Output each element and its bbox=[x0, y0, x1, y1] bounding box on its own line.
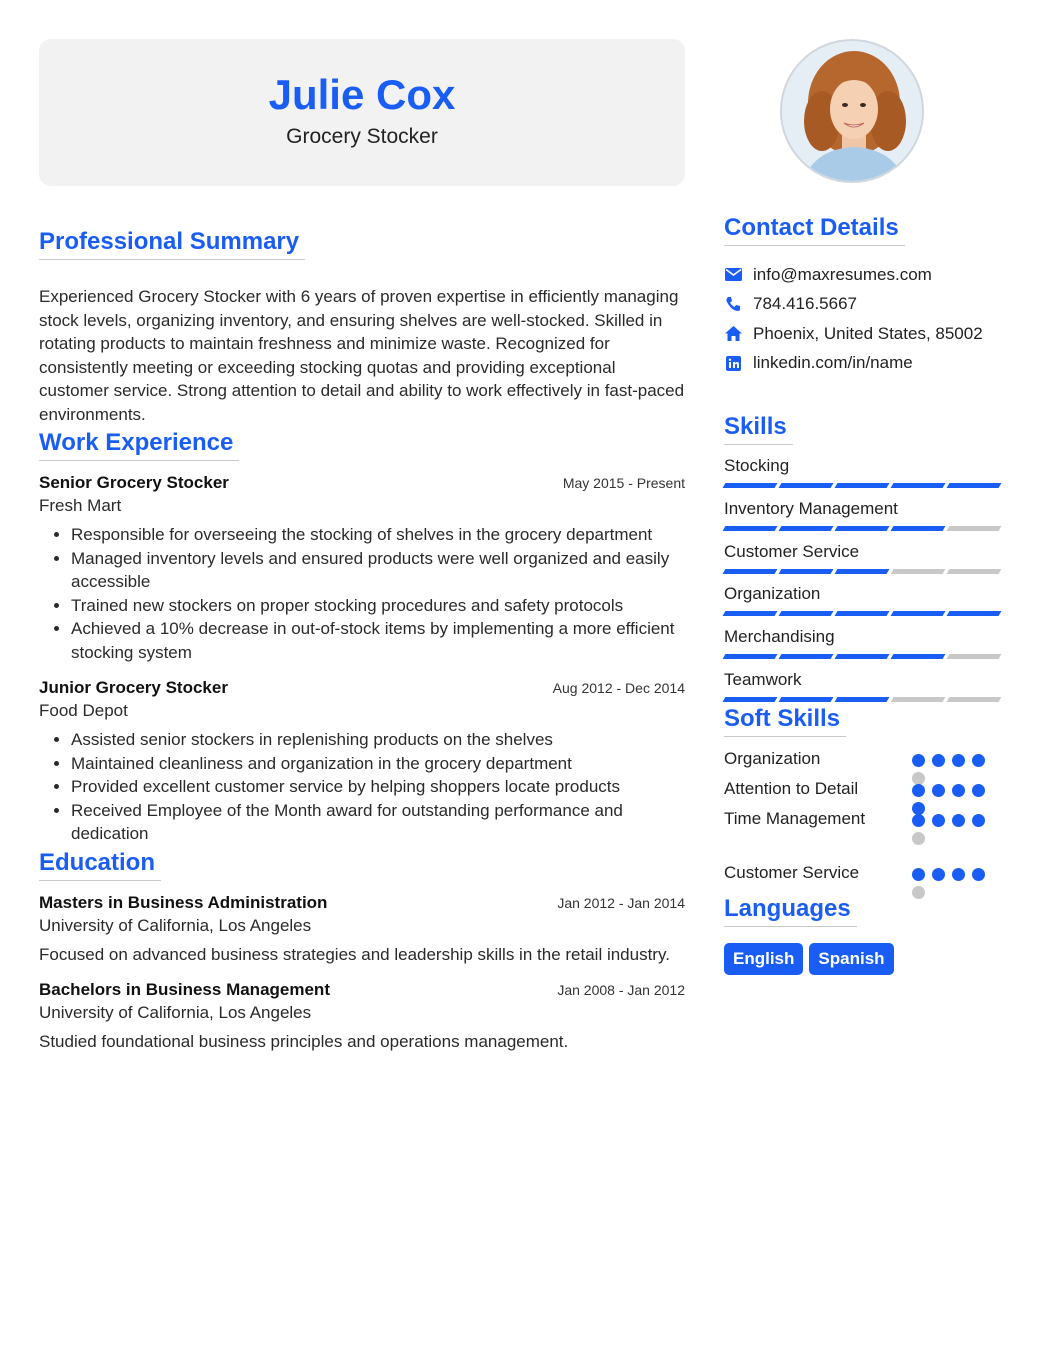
soft-skill-item bbox=[724, 749, 1001, 779]
skill-name: Customer Service bbox=[724, 541, 860, 561]
resume-header bbox=[39, 39, 685, 186]
skill-segment-filled bbox=[723, 569, 778, 574]
rating-dot-filled bbox=[912, 754, 925, 767]
job-bullet: • Achieved a 10% decrease in out-of-stock items by implementing a more efficient stocking system bbox=[71, 617, 685, 664]
skill-segment-empty bbox=[947, 654, 1002, 659]
skill-segment-filled bbox=[723, 611, 778, 616]
rating-dot-filled bbox=[932, 754, 945, 767]
education-entry bbox=[39, 980, 685, 1054]
envelope-icon bbox=[724, 266, 742, 284]
soft-skill-name: Time Management bbox=[724, 808, 866, 828]
soft-skills-list bbox=[724, 749, 1001, 893]
soft-skill-name: Organization bbox=[724, 748, 821, 768]
rating-dot-filled bbox=[972, 754, 985, 767]
summary-text: Experienced Grocery Stocker with 6 years of proven expertise in efficiently managing stock levels, organizing inventory, and ensuring shelves are well-stocked. Skilled in rotating products to maintain freshness and minimize waste. Recognized for consistently meeting or exceeding stocking quotas and providing exceptional customer service. Strong attention to detail and ability to work effectively in fast-paced environments. bbox=[39, 287, 685, 424]
rating-dot-filled bbox=[972, 784, 985, 797]
contact-linkedin-text: linkedin.com/in/name bbox=[753, 353, 913, 373]
rating-dot-empty bbox=[912, 886, 925, 899]
skill-name: Teamwork bbox=[724, 669, 802, 689]
job-company: Food Depot bbox=[39, 701, 128, 720]
rating-dot-filled bbox=[932, 784, 945, 797]
skill-segment-filled bbox=[779, 483, 834, 488]
job-bullets bbox=[39, 728, 685, 846]
soft-skill-rating bbox=[912, 814, 990, 845]
rating-dot-filled bbox=[952, 814, 965, 827]
skill-segment-filled bbox=[947, 611, 1002, 616]
skills-heading: Skills bbox=[724, 413, 793, 445]
soft-skill-name: Attention to Detail bbox=[724, 778, 859, 798]
skill-segment-filled bbox=[947, 483, 1002, 488]
education-description: Focused on advanced business strategies and leadership skills in the retail industry. bbox=[39, 944, 670, 964]
skill-segment-empty bbox=[947, 526, 1002, 531]
skill-segment-filled bbox=[723, 483, 778, 488]
skill-bar bbox=[724, 526, 1001, 531]
soft-skill-item bbox=[724, 809, 1001, 863]
skill-segment-filled bbox=[779, 697, 834, 702]
job-entry bbox=[39, 473, 685, 664]
candidate-title: Grocery Stocker bbox=[286, 125, 438, 148]
job-bullet: • Managed inventory levels and ensured products were well organized and easily accessible bbox=[71, 547, 685, 594]
experience-heading: Work Experience bbox=[39, 429, 239, 461]
contact-section bbox=[724, 214, 1001, 378]
skill-segment-empty bbox=[947, 569, 1002, 574]
phone-icon bbox=[724, 295, 742, 313]
skill-item bbox=[724, 542, 1001, 585]
job-role: Junior Grocery Stocker bbox=[39, 678, 228, 697]
main-column bbox=[39, 39, 685, 1054]
skill-segment-empty bbox=[891, 697, 946, 702]
skill-item bbox=[724, 456, 1001, 499]
job-bullet: • Responsible for overseeing the stocking of shelves in the grocery department bbox=[71, 523, 685, 547]
skill-segment-filled bbox=[835, 569, 890, 574]
soft-skill-item bbox=[724, 779, 1001, 809]
skill-segment-filled bbox=[835, 526, 890, 531]
education-section bbox=[39, 849, 685, 1054]
skill-item bbox=[724, 627, 1001, 670]
soft-skill-name: Customer Service bbox=[724, 862, 860, 882]
skill-bar bbox=[724, 654, 1001, 659]
rating-dot-filled bbox=[912, 868, 925, 881]
job-bullets bbox=[39, 523, 685, 664]
skill-segment-empty bbox=[947, 697, 1002, 702]
skill-bar bbox=[724, 569, 1001, 574]
job-entry bbox=[39, 678, 685, 846]
rating-dot-filled bbox=[952, 784, 965, 797]
degree: Masters in Business Administration bbox=[39, 892, 328, 912]
skill-segment-filled bbox=[723, 697, 778, 702]
contact-phone-text: 784.416.5667 bbox=[753, 294, 857, 314]
skill-item bbox=[724, 584, 1001, 627]
job-dates: Aug 2012 - Dec 2014 bbox=[552, 680, 685, 696]
job-company: Fresh Mart bbox=[39, 496, 122, 515]
rating-dot-filled bbox=[912, 784, 925, 797]
job-bullet: • Provided excellent customer service by helping shoppers locate products bbox=[71, 775, 685, 799]
skill-name: Stocking bbox=[724, 456, 790, 475]
home-icon bbox=[724, 325, 742, 343]
portrait-illustration bbox=[782, 41, 924, 183]
skills-list bbox=[724, 456, 1001, 713]
soft-skill-rating bbox=[912, 868, 990, 899]
skill-segment-filled bbox=[723, 526, 778, 531]
contact-email[interactable] bbox=[724, 260, 1001, 290]
soft-skills-section bbox=[724, 705, 1001, 893]
skill-segment-filled bbox=[835, 483, 890, 488]
skill-name: Organization bbox=[724, 584, 821, 604]
rating-dot-empty bbox=[912, 832, 925, 845]
school: University of California, Los Angeles bbox=[39, 915, 312, 935]
skill-name: Merchandising bbox=[724, 627, 835, 647]
job-bullet: • Trained new stockers on proper stocking procedures and safety protocols bbox=[71, 594, 685, 618]
job-bullet: • Maintained cleanliness and organization in the grocery department bbox=[71, 752, 685, 776]
education-heading: Education bbox=[39, 849, 161, 881]
candidate-name: Julie Cox bbox=[268, 71, 456, 118]
sidebar-column bbox=[724, 39, 1001, 975]
profile-photo bbox=[780, 39, 924, 183]
rating-dot-filled bbox=[952, 868, 965, 881]
languages-heading: Languages bbox=[724, 895, 857, 927]
languages-section bbox=[724, 895, 1001, 975]
contact-phone[interactable] bbox=[724, 290, 1001, 320]
skill-segment-filled bbox=[835, 654, 890, 659]
job-dates: May 2015 - Present bbox=[562, 475, 685, 491]
skill-segment-filled bbox=[891, 654, 946, 659]
rating-dot-filled bbox=[972, 814, 985, 827]
degree: Bachelors in Business Management bbox=[39, 980, 330, 999]
language-badge: English bbox=[724, 943, 803, 975]
language-badge: Spanish bbox=[809, 943, 893, 975]
skill-segment-filled bbox=[835, 611, 890, 616]
skill-segment-filled bbox=[835, 697, 890, 702]
job-bullet: • Assisted senior stockers in replenishing products on the shelves bbox=[71, 728, 685, 752]
job-role: Senior Grocery Stocker bbox=[39, 473, 229, 492]
summary-heading: Professional Summary bbox=[39, 228, 305, 260]
skills-section bbox=[724, 413, 1001, 713]
skill-segment-filled bbox=[779, 526, 834, 531]
rating-dot-filled bbox=[972, 868, 985, 881]
languages-list bbox=[724, 943, 1001, 975]
skill-bar bbox=[724, 483, 1001, 488]
school: University of California, Los Angeles bbox=[39, 1003, 312, 1022]
contact-heading: Contact Details bbox=[724, 214, 905, 246]
education-description: Studied foundational business principles and operations management. bbox=[39, 1032, 569, 1051]
rating-dot-filled bbox=[932, 868, 945, 881]
skill-segment-filled bbox=[779, 654, 834, 659]
skill-bar bbox=[724, 697, 1001, 702]
job-bullet: • Received Employee of the Month award for outstanding performance and dedication bbox=[71, 799, 685, 846]
rating-dot-filled bbox=[952, 754, 965, 767]
rating-dot-filled bbox=[932, 814, 945, 827]
education-dates: Jan 2012 - Jan 2014 bbox=[557, 894, 685, 911]
soft-skills-heading: Soft Skills bbox=[724, 705, 846, 737]
contact-linkedin[interactable] bbox=[724, 349, 1001, 379]
skill-bar bbox=[724, 611, 1001, 616]
skill-name: Inventory Management bbox=[724, 498, 898, 518]
skill-item bbox=[724, 499, 1001, 542]
skill-segment-filled bbox=[891, 483, 946, 488]
skill-segment-filled bbox=[891, 526, 946, 531]
contact-email-text: info@maxresumes.com bbox=[753, 264, 932, 284]
skill-segment-empty bbox=[891, 569, 946, 574]
skill-segment-filled bbox=[779, 569, 834, 574]
education-entry bbox=[39, 893, 685, 967]
skill-segment-filled bbox=[723, 654, 778, 659]
experience-section bbox=[39, 429, 685, 846]
education-dates: Jan 2008 - Jan 2012 bbox=[557, 982, 685, 998]
linkedin-icon bbox=[724, 354, 742, 372]
skill-segment-filled bbox=[779, 611, 834, 616]
skill-segment-filled bbox=[891, 611, 946, 616]
contact-location-text: Phoenix, United States, 85002 bbox=[753, 323, 983, 343]
contact-location bbox=[724, 319, 1001, 349]
soft-skill-item bbox=[724, 863, 1001, 893]
summary-section bbox=[39, 228, 685, 426]
rating-dot-filled bbox=[912, 814, 925, 827]
